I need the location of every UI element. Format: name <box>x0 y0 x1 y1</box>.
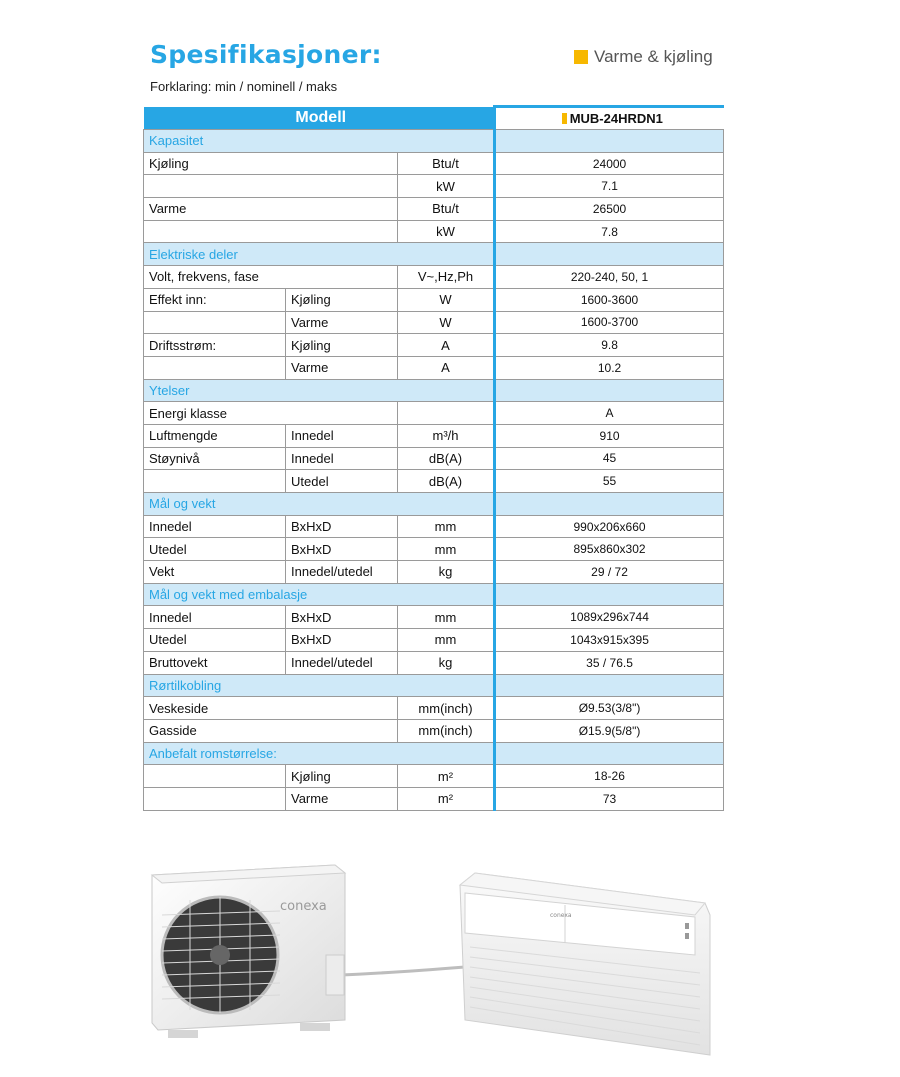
value-cell: 24000 <box>495 152 724 175</box>
product-illustration <box>140 855 730 1070</box>
mode-badge <box>574 47 713 67</box>
parameter-label <box>144 175 398 198</box>
table-row <box>144 402 724 425</box>
sub-parameter-label: Kjøling <box>286 334 398 357</box>
parameter-label: Utedel <box>144 538 286 561</box>
unit-cell: mm <box>398 538 495 561</box>
model-name: MUB-24HRDN1 <box>569 111 663 126</box>
table-row <box>144 447 724 470</box>
section-row <box>144 493 724 516</box>
value-cell: 1600-3600 <box>495 288 724 311</box>
table-row <box>144 719 724 742</box>
table-row <box>144 787 724 810</box>
parameter-label <box>144 220 398 243</box>
sub-parameter-label: Innedel <box>286 447 398 470</box>
outdoor-unit <box>152 865 345 1038</box>
table-row <box>144 175 724 198</box>
unit-cell: kW <box>398 175 495 198</box>
table-row <box>144 198 724 221</box>
sub-parameter-label: Varme <box>286 356 398 379</box>
value-cell: 990x206x660 <box>495 515 724 538</box>
parameter-label: Veskeside <box>144 697 398 720</box>
page-title: Spesifikasjoner: <box>150 40 382 69</box>
value-cell: 895x860x302 <box>495 538 724 561</box>
table-row <box>144 606 724 629</box>
table-row <box>144 697 724 720</box>
section-row <box>144 130 724 153</box>
table-row <box>144 288 724 311</box>
parameter-label: Varme <box>144 198 398 221</box>
section-value-cell <box>495 243 724 266</box>
parameter-label <box>144 787 286 810</box>
value-cell: 910 <box>495 424 724 447</box>
table-row <box>144 311 724 334</box>
section-label: Elektriske deler <box>144 243 495 266</box>
value-cell: 45 <box>495 447 724 470</box>
parameter-label: Innedel <box>144 515 286 538</box>
section-value-cell <box>495 674 724 697</box>
unit-cell: Btu/t <box>398 152 495 175</box>
spec-table <box>143 105 724 811</box>
section-value-cell <box>495 493 724 516</box>
section-row <box>144 243 724 266</box>
parameter-label: Innedel <box>144 606 286 629</box>
parameter-label <box>144 311 286 334</box>
table-row <box>144 356 724 379</box>
sub-parameter-label: BxHxD <box>286 515 398 538</box>
section-value-cell <box>495 379 724 402</box>
table-row <box>144 651 724 674</box>
section-label: Rørtilkobling <box>144 674 495 697</box>
section-row <box>144 742 724 765</box>
value-cell: 73 <box>495 787 724 810</box>
parameter-label: Bruttovekt <box>144 651 286 674</box>
sub-parameter-label: Utedel <box>286 470 398 493</box>
parameter-label: Effekt inn: <box>144 288 286 311</box>
table-row <box>144 220 724 243</box>
value-cell: 220-240, 50, 1 <box>495 266 724 289</box>
section-row <box>144 583 724 606</box>
section-label: Ytelser <box>144 379 495 402</box>
sub-parameter-label: BxHxD <box>286 629 398 652</box>
unit-cell: mm(inch) <box>398 719 495 742</box>
value-cell: A <box>495 402 724 425</box>
unit-cell: mm <box>398 515 495 538</box>
unit-cell: A <box>398 334 495 357</box>
marker-icon <box>562 113 567 124</box>
value-cell: 9.8 <box>495 334 724 357</box>
value-cell: 29 / 72 <box>495 561 724 584</box>
table-row <box>144 765 724 788</box>
unit-cell: W <box>398 288 495 311</box>
value-cell: 18-26 <box>495 765 724 788</box>
section-label: Mål og vekt med embalasje <box>144 583 495 606</box>
sub-parameter-label: Innedel <box>286 424 398 447</box>
section-value-cell <box>495 130 724 153</box>
outdoor-brand: conexa <box>280 899 327 914</box>
value-cell: 10.2 <box>495 356 724 379</box>
legend-note: Forklaring: min / nominell / maks <box>150 79 338 94</box>
section-value-cell <box>495 742 724 765</box>
table-row <box>144 538 724 561</box>
section-value-cell <box>495 583 724 606</box>
table-row <box>144 424 724 447</box>
table-row <box>144 470 724 493</box>
table-row <box>144 266 724 289</box>
sub-parameter-label: Innedel/utedel <box>286 561 398 584</box>
unit-cell: kW <box>398 220 495 243</box>
section-label: Mål og vekt <box>144 493 495 516</box>
unit-cell: mm(inch) <box>398 697 495 720</box>
parameter-label: Energi klasse <box>144 402 398 425</box>
indoor-unit <box>460 873 710 1055</box>
unit-cell: dB(A) <box>398 470 495 493</box>
unit-cell: m² <box>398 765 495 788</box>
unit-cell: dB(A) <box>398 447 495 470</box>
unit-cell: Btu/t <box>398 198 495 221</box>
parameter-label: Gasside <box>144 719 398 742</box>
parameter-label: Støynivå <box>144 447 286 470</box>
section-row <box>144 379 724 402</box>
sub-parameter-label: Innedel/utedel <box>286 651 398 674</box>
sub-parameter-label: BxHxD <box>286 606 398 629</box>
unit-cell: m² <box>398 787 495 810</box>
unit-cell: m³/h <box>398 424 495 447</box>
unit-cell: W <box>398 311 495 334</box>
indoor-brand: conexa <box>550 912 572 919</box>
value-cell: 1089x296x744 <box>495 606 724 629</box>
parameter-label <box>144 765 286 788</box>
table-row <box>144 515 724 538</box>
unit-cell: V~,Hz,Ph <box>398 266 495 289</box>
value-cell: 35 / 76.5 <box>495 651 724 674</box>
table-row <box>144 152 724 175</box>
table-header <box>144 107 724 130</box>
parameter-label: Driftsstrøm: <box>144 334 286 357</box>
unit-cell: mm <box>398 606 495 629</box>
section-label: Kapasitet <box>144 130 495 153</box>
unit-cell: A <box>398 356 495 379</box>
value-cell: 26500 <box>495 198 724 221</box>
parameter-label: Luftmengde <box>144 424 286 447</box>
model-name-header <box>495 107 724 130</box>
mode-badge-label: Varme & kjøling <box>594 47 713 66</box>
parameter-label: Vekt <box>144 561 286 584</box>
unit-cell: kg <box>398 651 495 674</box>
square-icon <box>574 50 588 64</box>
value-cell: 1043x915x395 <box>495 629 724 652</box>
parameter-label: Volt, frekvens, fase <box>144 266 398 289</box>
value-cell: 55 <box>495 470 724 493</box>
sub-parameter-label: Kjøling <box>286 288 398 311</box>
unit-cell: kg <box>398 561 495 584</box>
table-row <box>144 629 724 652</box>
table-row <box>144 334 724 357</box>
value-cell: 7.8 <box>495 220 724 243</box>
parameter-label: Utedel <box>144 629 286 652</box>
value-cell: Ø9.53(3/8") <box>495 697 724 720</box>
value-cell: 7.1 <box>495 175 724 198</box>
parameter-label <box>144 356 286 379</box>
sub-parameter-label: Varme <box>286 311 398 334</box>
section-label: Anbefalt romstørrelse: <box>144 742 495 765</box>
unit-cell <box>398 402 495 425</box>
sub-parameter-label: Varme <box>286 787 398 810</box>
section-row <box>144 674 724 697</box>
parameter-label <box>144 470 286 493</box>
model-header: Modell <box>144 107 495 130</box>
value-cell: 1600-3700 <box>495 311 724 334</box>
table-row <box>144 561 724 584</box>
unit-cell: mm <box>398 629 495 652</box>
sub-parameter-label: BxHxD <box>286 538 398 561</box>
value-cell: Ø15.9(5/8") <box>495 719 724 742</box>
sub-parameter-label: Kjøling <box>286 765 398 788</box>
parameter-label: Kjøling <box>144 152 398 175</box>
